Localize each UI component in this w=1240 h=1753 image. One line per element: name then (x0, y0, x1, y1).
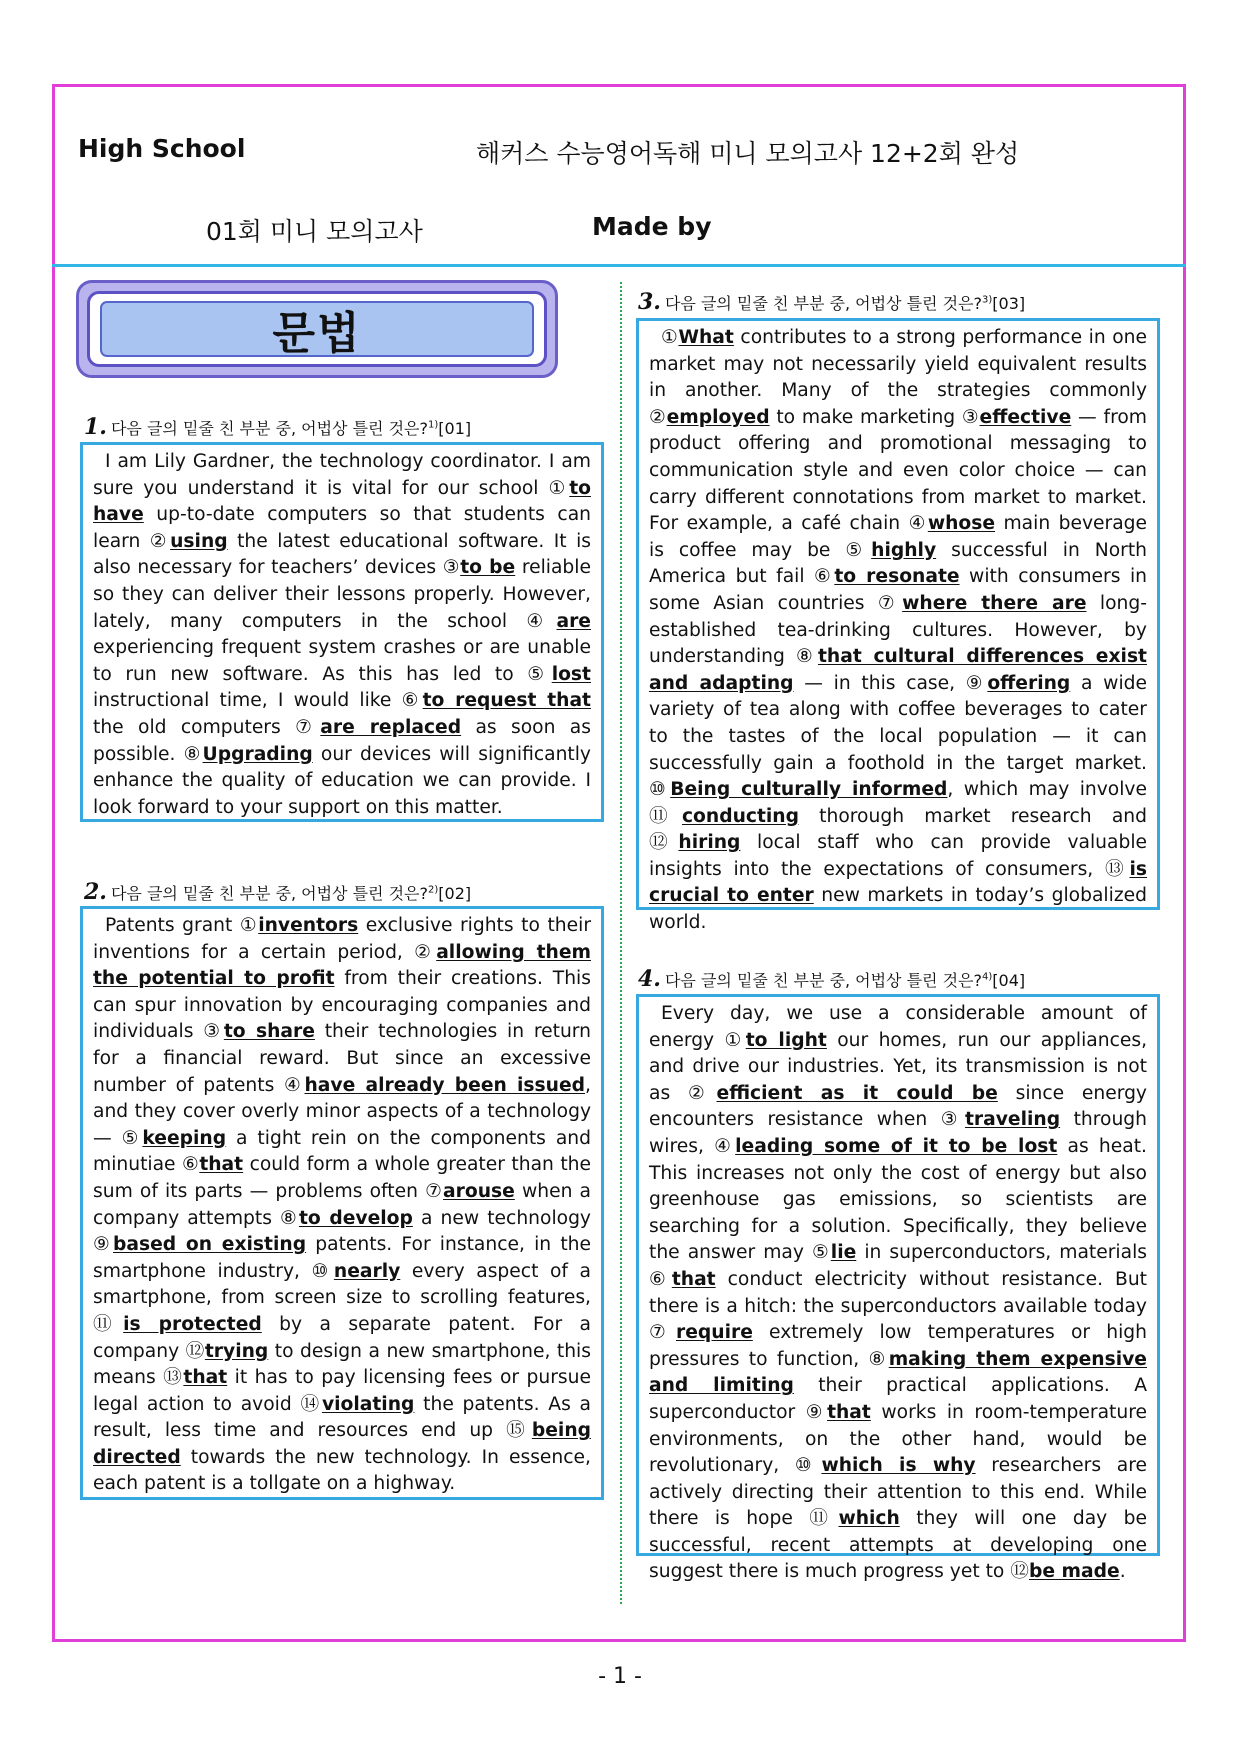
passage-text: — from product offering and promotional messaging to communication style and even color choice — can carry different connotations from market to market. For example, a café chain ④ (649, 406, 1147, 535)
answer-choice: to resonate (834, 566, 960, 588)
question-2-passage-box (80, 906, 604, 1500)
section-title: 문법 (100, 301, 534, 357)
question-4-number: 4. (638, 966, 661, 992)
answer-choice: to share (223, 1021, 315, 1043)
passage-text: up-to-date computers so that students can learn ② (93, 504, 591, 552)
answer-choice: to have (93, 477, 591, 526)
passage-text: researchers are actively directing their attention to this end. While there is hope ⑪ (649, 1455, 1147, 1530)
passage-text: as soon as possible. ⑧ (93, 716, 592, 765)
question-1-label (84, 414, 471, 440)
answer-choice: to request that (422, 690, 591, 712)
passage-text: local staff who can provide valuable insights into the expectations of consumers, ⑬ (649, 832, 1148, 880)
passage-text: , and they cover overly minor aspects of a technology — ⑤ (93, 1074, 591, 1149)
passage-text: towards the new technology. In essence, each patent is a tollgate on a highway. (93, 1446, 591, 1495)
passage-text: since energy encounters resistance when ③ (649, 1082, 1147, 1131)
passage-text: reliable so they can deliver their lessons properly. However, lately, many computers in the school ④ (93, 557, 591, 632)
answer-choice: Upgrading (202, 743, 313, 765)
question-4-label (638, 966, 1025, 992)
passage-text: from their creations. This can spur innovation by encouraging companies and individuals ③ (93, 968, 591, 1043)
page-number: - 1 - (598, 1664, 642, 1689)
answer-choice: to be (460, 557, 516, 579)
passage-text: our homes, run our appliances, and drive our industries. Yet, its transmission is not as ② (649, 1029, 1148, 1104)
answer-choice: to develop (298, 1207, 413, 1229)
answer-choice: arouse (443, 1180, 515, 1202)
answer-choice: based on existing (113, 1234, 307, 1256)
school-label: High School (78, 134, 246, 163)
answer-choice: effective (979, 406, 1072, 428)
answer-choice: that (827, 1401, 871, 1423)
passage-text: instructional time, I would like ⑥ (93, 690, 423, 712)
answer-choice: which is why (821, 1455, 976, 1477)
passage-text: their technologies in return for a financial reward. But since an excessive number of patents ④ (93, 1021, 591, 1096)
question-4-passage-box (636, 994, 1160, 1583)
passage-text: it has to pay licensing fees or pursue legal action to avoid ⑭ (93, 1367, 591, 1415)
question-4-footnote: 4) (982, 971, 993, 983)
passage-text: their practical applications. A superconductor ⑨ (649, 1375, 1147, 1423)
question-4-passage (649, 1001, 1147, 1586)
question-1-number: 1. (84, 414, 107, 440)
passage-text: — in this case, ⑨ (793, 672, 988, 694)
question-4-prompt: 다음 글의 밑줄 친 부분 중, 어법상 틀린 것은? (664, 971, 982, 990)
question-3-code: [03] (992, 294, 1026, 313)
question-2-label (84, 879, 471, 905)
passage-text: works in room-temperature environments, on the other hand, would be revolutionary, ⑩ (649, 1401, 1147, 1477)
answer-choice: leading some of it to be lost (735, 1135, 1058, 1157)
answer-choice: that (199, 1154, 244, 1176)
answer-choice: be made (1028, 1561, 1120, 1583)
answer-choice: lost (551, 663, 591, 685)
made-by-label: Made by (592, 212, 712, 241)
passage-text: . (1119, 1561, 1126, 1583)
passage-text: the patents. As a result, less time and resources end up ⑮ (93, 1393, 591, 1442)
question-3-passage-box (636, 318, 1160, 934)
passage-text: through wires, ④ (649, 1109, 1147, 1157)
passage-text: a wide variety of tea along with coffee beverages to cater to the tastes of the local population — it can successfully gain a foothold in the target market. ⑩ (649, 672, 1147, 801)
answer-choice: keeping (142, 1127, 227, 1149)
passage-text: exclusive rights to their inventions for a certain period, ② (93, 915, 591, 963)
passage-text: new markets in today’s globalized world. (649, 885, 1147, 934)
answer-choice: being directed (93, 1420, 591, 1468)
passage-text: by a separate patent. For a company ⑫ (93, 1313, 591, 1362)
answer-choice: is protected (123, 1313, 262, 1335)
answer-choice: allowing them the potential to profit (93, 941, 591, 990)
answer-choice: that cultural differences exist and adapting (649, 646, 1147, 694)
answer-choice: employed (666, 406, 770, 428)
passage-text: the old computers ⑦ (93, 716, 321, 738)
passage-text: , which may involve ⑪ (649, 779, 1147, 827)
passage-text: thorough market research and ⑫ (649, 805, 1147, 854)
passage-text: long-established tea-drinking cultures. However, by understanding ⑧ (649, 592, 1147, 668)
passage-text: when a company attempts ⑧ (93, 1180, 592, 1229)
answer-choice: whose (927, 513, 996, 535)
answer-choice: to light (745, 1029, 827, 1051)
answer-choice: nearly (333, 1260, 401, 1282)
passage-text: extremely low temperatures or high pressures to function, ⑧ (649, 1322, 1147, 1370)
question-3-footnote: 3) (982, 294, 993, 306)
passage-text: patents. For instance, in the smartphone industry, ⑩ (93, 1234, 591, 1282)
question-3-number: 3. (638, 289, 661, 315)
answer-choice: inventors (258, 915, 359, 936)
book-title: 해커스 수능영어독해 미니 모의고사 12+2회 완성 (476, 139, 1020, 168)
question-1-passage-box (80, 442, 604, 822)
question-2-code: [02] (438, 884, 472, 903)
passage-text: successful in North America but fail ⑥ (649, 539, 1148, 588)
answer-choice: lie (830, 1242, 857, 1264)
answer-choice: where there are (902, 592, 1087, 614)
answer-choice: hiring (678, 832, 741, 854)
passage-text: conduct electricity without resistance. But there is a hitch: the superconductors available today ⑦ (649, 1268, 1147, 1344)
question-1-passage (93, 449, 591, 821)
answer-choice: trying (204, 1340, 269, 1362)
answer-choice: are replaced (320, 716, 462, 738)
question-2-footnote: 2) (428, 884, 439, 896)
answer-choice: highly (871, 539, 937, 561)
passage-text: I am Lily Gardner, the technology coordinator. I am sure you understand it is vital for our school ① (93, 451, 591, 499)
passage-text: they will one day be successful, recent attempts at developing one suggest there is much progress yet to ⑫ (649, 1508, 1147, 1583)
answer-choice: offering (987, 672, 1071, 694)
answer-choice: which (838, 1508, 900, 1530)
column-divider (620, 282, 622, 1604)
answer-choice: violating (321, 1393, 415, 1415)
header-divider (52, 264, 1186, 267)
answer-choice: Being culturally informed (670, 779, 948, 801)
passage-text: to design a new smartphone, this means ⑬ (93, 1340, 591, 1389)
question-1-code: [01] (438, 419, 472, 438)
question-4-code: [04] (992, 971, 1026, 990)
answer-choice: What (678, 327, 734, 348)
answer-choice: are (556, 610, 591, 632)
passage-text: ① (661, 327, 679, 348)
test-name: 01회 미니 모의고사 (206, 217, 423, 246)
passage-text: a new technology ⑨ (93, 1207, 591, 1256)
passage-text: with consumers in some Asian countries ⑦ (649, 566, 1147, 614)
question-2-prompt: 다음 글의 밑줄 친 부분 중, 어법상 틀린 것은? (110, 884, 428, 903)
passage-text: in superconductors, materials ⑥ (649, 1242, 1147, 1290)
answer-choice: require (676, 1322, 753, 1344)
answer-choice: conducting (681, 805, 799, 827)
question-3-passage (649, 325, 1147, 937)
answer-choice: efficient as it could be (716, 1082, 998, 1104)
question-1-footnote: 1) (428, 419, 439, 431)
question-1-prompt: 다음 글의 밑줄 친 부분 중, 어법상 틀린 것은? (110, 419, 428, 438)
question-2-number: 2. (84, 879, 107, 905)
answer-choice: is crucial to enter (649, 858, 1147, 907)
question-3-label (638, 289, 1025, 315)
passage-text: Patents grant ① (105, 915, 259, 936)
passage-text: a tight rein on the components and minutiae ⑥ (93, 1127, 592, 1176)
passage-text: every aspect of a smartphone, from screen size to scrolling features, ⑪ (93, 1260, 591, 1335)
question-3-prompt: 다음 글의 밑줄 친 부분 중, 어법상 틀린 것은? (664, 294, 982, 313)
passage-text: could form a whole greater than the sum of its parts — problems often ⑦ (93, 1154, 591, 1202)
answer-choice: that (671, 1268, 716, 1290)
section-title-badge (76, 280, 558, 378)
passage-text: the latest educational software. It is also necessary for teachers’ devices ③ (93, 530, 591, 579)
question-2-passage (93, 913, 591, 1498)
answer-choice: making them expensive and limiting (649, 1348, 1147, 1397)
answer-choice: using (170, 530, 228, 552)
passage-text: contributes to a strong performance in one market may not necessarily yield equivalent results in another. Many of the strategies commonly ② (649, 327, 1148, 428)
answer-choice: that (183, 1367, 228, 1389)
answer-choice: have already been issued (304, 1074, 586, 1096)
passage-text: as heat. This increases not only the cost of energy but also greenhouse gas emissions, so scientists are searching for a solution. Specifically, they believe the answer may ⑤ (649, 1135, 1147, 1264)
answer-choice: traveling (964, 1109, 1061, 1131)
passage-text: our devices will significantly enhance the quality of education we can provide. I look forward to your support on this matter. (93, 743, 591, 818)
passage-text: to make marketing ③ (769, 406, 980, 428)
passage-text: experiencing frequent system crashes or are unable to run new software. As this has led to ⑤ (93, 637, 591, 685)
passage-text: main beverage is coffee may be ⑤ (649, 513, 1148, 561)
passage-text: Every day, we use a considerable amount of energy ① (649, 1003, 1147, 1051)
